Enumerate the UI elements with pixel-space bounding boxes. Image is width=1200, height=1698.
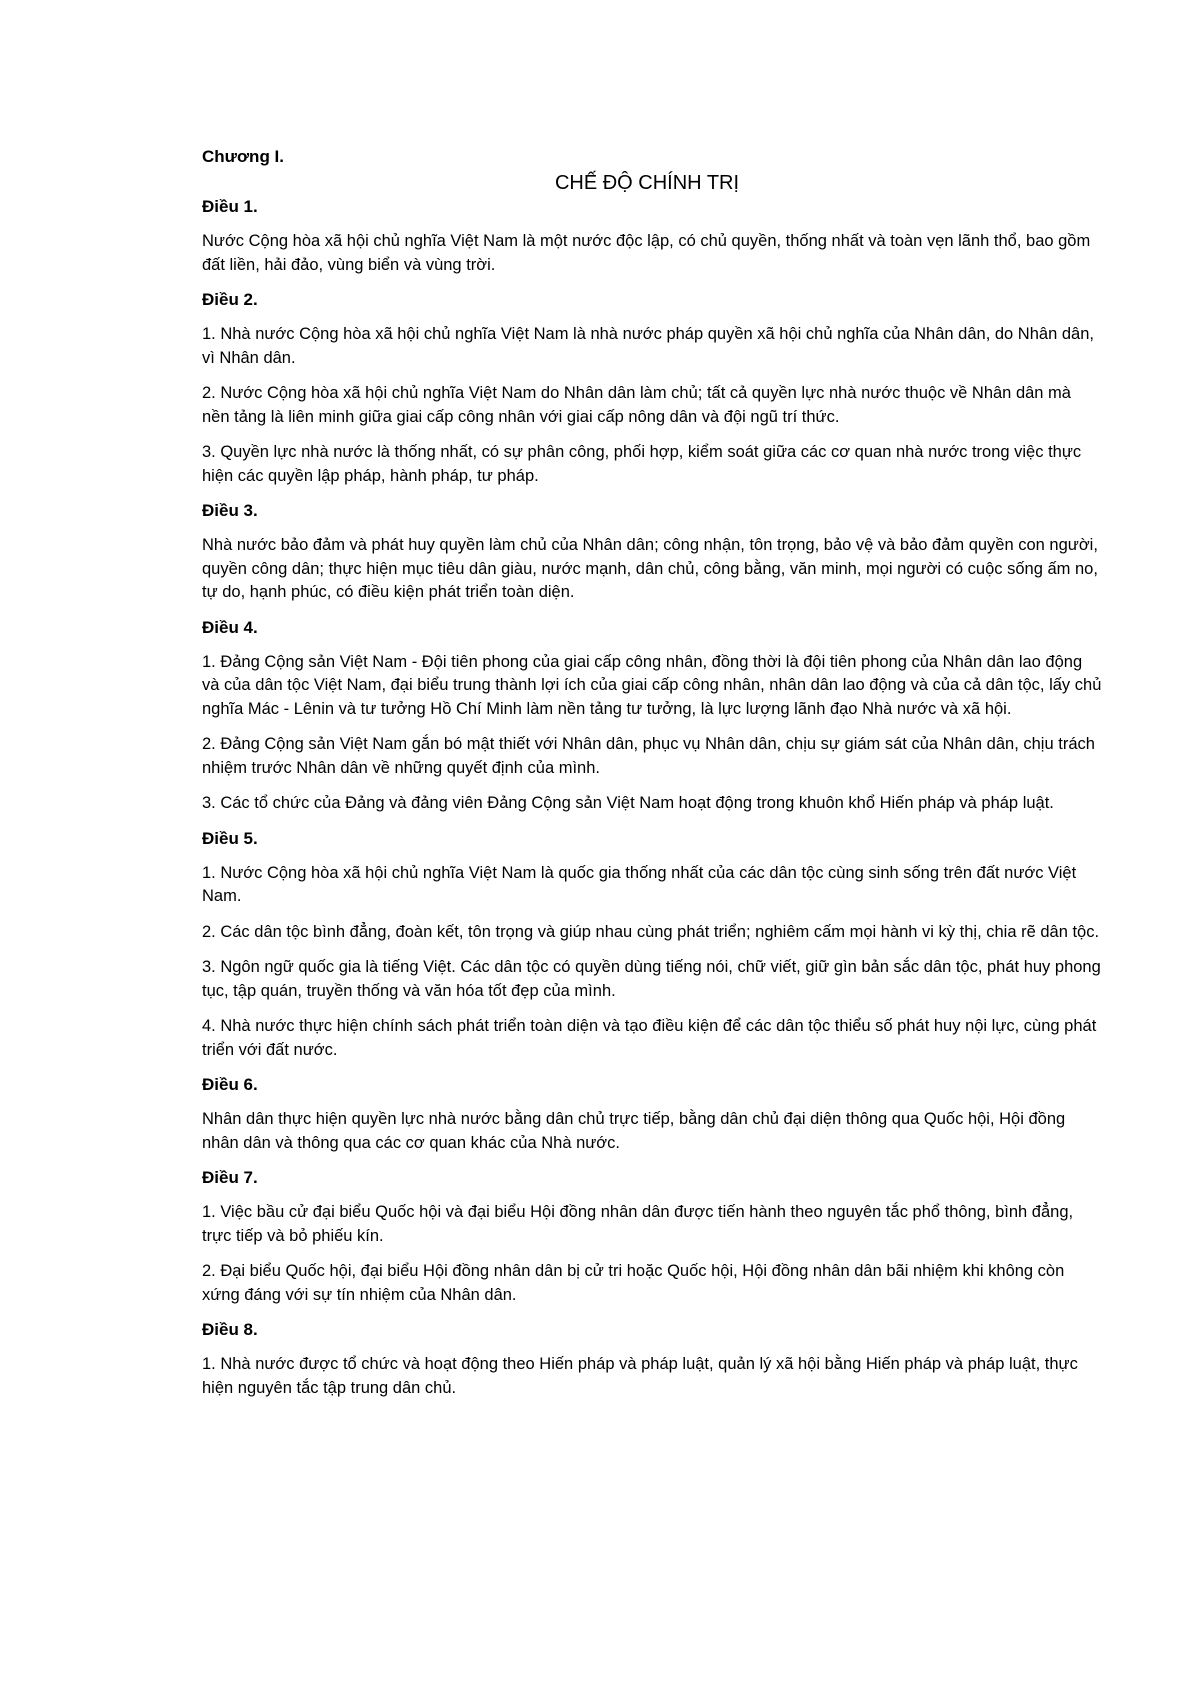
- article-paragraph: 2. Nước Cộng hòa xã hội chủ nghĩa Việt Nam do Nhân dân làm chủ; tất cả quyền lực nhà nước thuộc về Nhân dân mà nền tảng là liên minh giữa giai cấp công nhân với giai cấp nông dân và đội ngũ trí thức.: [202, 384, 1071, 426]
- article-paragraph: 4. Nhà nước thực hiện chính sách phát triển toàn diện và tạo điều kiện để các dân tộc thiểu số phát huy nội lực, cùng phát triển với đất nước.: [202, 1017, 1097, 1059]
- article-paragraph: 1. Việc bầu cử đại biểu Quốc hội và đại biểu Hội đồng nhân dân được tiến hành theo nguyên tắc phổ thông, bình đẳng, trực tiếp và bỏ phiếu kín.: [202, 1203, 1074, 1245]
- article-paragraph: 1. Nhà nước Cộng hòa xã hội chủ nghĩa Việt Nam là nhà nước pháp quyền xã hội chủ nghĩa của Nhân dân, do Nhân dân, vì Nhân dân.: [202, 325, 1094, 367]
- article-heading: Điều 5.: [202, 828, 258, 848]
- article-5: [202, 828, 1102, 1063]
- article-paragraph: 1. Nước Cộng hòa xã hội chủ nghĩa Việt Nam là quốc gia thống nhất của các dân tộc cùng sinh sống trên đất nước Việt Nam.: [202, 863, 1077, 905]
- article-6: [202, 1074, 1102, 1155]
- article-heading: Điều 7.: [202, 1168, 258, 1187]
- article-paragraph: 2. Các dân tộc bình đẳng, đoàn kết, tôn trọng và giúp nhau cùng phát triển; nghiêm cấm mọi hành vi kỳ thị, chia rẽ dân tộc.: [202, 922, 1100, 941]
- article-paragraph: 1. Đảng Cộng sản Việt Nam - Đội tiên phong của giai cấp công nhân, đồng thời là đội tiên phong của Nhân dân lao động và của dân tộc Việt Nam, đại biểu trung thành lợi ích của giai cấp công nhân, nhân dân lao động và của cả dân tộc, lấy chủ nghĩa Mác - Lênin và tư tưởng Hồ Chí Minh làm nền tảng tư tưởng, là lực lượng lãnh đạo Nhà nước và xã hội.: [202, 652, 1102, 718]
- article-paragraph: 2. Đại biểu Quốc hội, đại biểu Hội đồng nhân dân bị cử tri hoặc Quốc hội, Hội đồng nhân dân bãi nhiệm khi không còn xứng đáng với sự tín nhiệm của Nhân dân.: [202, 1262, 1065, 1304]
- article-paragraph: Nhà nước bảo đảm và phát huy quyền làm chủ của Nhân dân; công nhận, tôn trọng, bảo vệ và bảo đảm quyền con người, quyền công dân; thực hiện mục tiêu dân giàu, nước mạnh, dân chủ, công bằng, văn minh, mọi người có cuộc sống ấm no, tự do, hạnh phúc, có điều kiện phát triển toàn diện.: [202, 536, 1098, 601]
- article-heading: Điều 2.: [202, 290, 258, 309]
- article-7: [202, 1167, 1102, 1307]
- article-paragraph: Nhân dân thực hiện quyền lực nhà nước bằng dân chủ trực tiếp, bằng dân chủ đại diện thông qua Quốc hội, Hội đồng nhân dân và thông qua các cơ quan khác của Nhà nước.: [202, 1110, 1066, 1152]
- chapter-title: CHẾ ĐỘ CHÍNH TRỊ: [554, 172, 740, 194]
- article-paragraph: 2. Đảng Cộng sản Việt Nam gắn bó mật thiết với Nhân dân, phục vụ Nhân dân, chịu sự giám sát của Nhân dân, chịu trách nhiệm trước Nhân dân về những quyết định của mình.: [202, 735, 1095, 777]
- article-heading: Điều 3.: [202, 501, 258, 520]
- article-heading: Điều 6.: [202, 1075, 258, 1094]
- article-heading: Điều 8.: [202, 1320, 258, 1339]
- article-heading: Điều 4.: [202, 617, 258, 637]
- document-body: [202, 196, 1102, 1400]
- article-paragraph: 1. Nhà nước được tổ chức và hoạt động theo Hiến pháp và pháp luật, quản lý xã hội bằng Hiến pháp và pháp luật, thực hiện nguyên tắc tập trung dân chủ.: [202, 1355, 1078, 1397]
- article-paragraph: 3. Ngôn ngữ quốc gia là tiếng Việt. Các dân tộc có quyền dùng tiếng nói, chữ viết, giữ gìn bản sắc dân tộc, phát huy phong tục, tập quán, truyền thống và văn hóa tốt đẹp của mình.: [202, 958, 1101, 1000]
- article-1: [202, 196, 1102, 277]
- article-2: [202, 289, 1102, 488]
- article-paragraph: 3. Các tổ chức của Đảng và đảng viên Đảng Cộng sản Việt Nam hoạt động trong khuôn khổ Hiến pháp và pháp luật.: [202, 794, 1054, 812]
- article-paragraph: Nước Cộng hòa xã hội chủ nghĩa Việt Nam là một nước độc lập, có chủ quyền, thống nhất và toàn vẹn lãnh thổ, bao gồm đất liền, hải đảo, vùng biển và vùng trời.: [202, 232, 1091, 274]
- chapter-label: Chương I.: [202, 147, 284, 166]
- article-paragraph: 3. Quyền lực nhà nước là thống nhất, có sự phân công, phối hợp, kiểm soát giữa các cơ quan nhà nước trong việc thực hiện các quyền lập pháp, hành pháp, tư pháp.: [202, 443, 1082, 485]
- article-8: [202, 1319, 1102, 1400]
- article-heading: Điều 1.: [202, 197, 258, 216]
- article-4: [202, 617, 1102, 816]
- article-3: [202, 500, 1102, 605]
